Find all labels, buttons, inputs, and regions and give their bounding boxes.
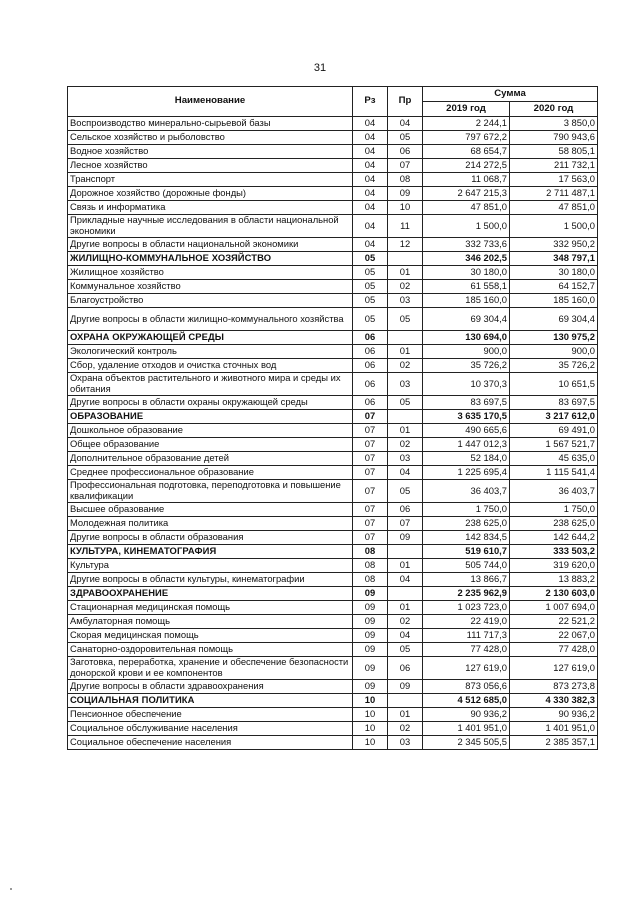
row-2019-cell: 505 744,0 [423, 559, 510, 573]
row-2019-cell: 13 866,7 [423, 573, 510, 587]
row-name-cell: Дошкольное образование [68, 424, 353, 438]
row-rz-cell: 07 [353, 517, 388, 531]
row-pr-cell: 02 [388, 722, 423, 736]
row-rz-cell: 10 [353, 708, 388, 722]
table-row [68, 396, 598, 410]
row-name-cell: Другие вопросы в области охраны окружающей среды [68, 396, 353, 410]
row-2020-cell: 64 152,7 [510, 280, 598, 294]
table-row [68, 531, 598, 545]
row-rz-cell: 06 [353, 331, 388, 345]
row-pr-cell: 07 [388, 159, 423, 173]
row-rz-cell: 10 [353, 694, 388, 708]
row-pr-cell: 01 [388, 601, 423, 615]
row-2020-cell: 83 697,5 [510, 396, 598, 410]
table-row [68, 187, 598, 201]
row-2019-cell: 30 180,0 [423, 266, 510, 280]
row-2020-cell: 127 619,0 [510, 657, 598, 680]
row-2020-cell: 332 950,2 [510, 238, 598, 252]
row-name-cell: Заготовка, переработка, хранение и обеспечение безопасности донорской крови и ее компонентов [68, 657, 353, 680]
row-pr-cell [388, 252, 423, 266]
table-body [68, 117, 598, 750]
row-name-cell: Молодежная политика [68, 517, 353, 531]
row-name-cell: КУЛЬТУРА, КИНЕМАТОГРАФИЯ [68, 545, 353, 559]
table-row [68, 280, 598, 294]
table-row [68, 680, 598, 694]
header-year-2019: 2019 год [423, 102, 510, 117]
header-pr: Пр [388, 87, 423, 117]
row-name-cell: Транспорт [68, 173, 353, 187]
table-row [68, 657, 598, 680]
row-rz-cell: 05 [353, 308, 388, 331]
row-2020-cell: 22 521,2 [510, 615, 598, 629]
row-2019-cell: 2 647 215,3 [423, 187, 510, 201]
row-rz-cell: 10 [353, 722, 388, 736]
table-row [68, 173, 598, 187]
row-rz-cell: 04 [353, 201, 388, 215]
row-rz-cell: 09 [353, 643, 388, 657]
table-row [68, 708, 598, 722]
row-name-cell: Дорожное хозяйство (дорожные фонды) [68, 187, 353, 201]
row-pr-cell: 02 [388, 615, 423, 629]
row-rz-cell: 06 [353, 359, 388, 373]
row-rz-cell: 09 [353, 615, 388, 629]
row-2020-cell: 17 563,0 [510, 173, 598, 187]
row-2020-cell: 3 850,0 [510, 117, 598, 131]
row-name-cell: Стационарная медицинская помощь [68, 601, 353, 615]
row-2020-cell: 1 500,0 [510, 215, 598, 238]
row-rz-cell: 04 [353, 238, 388, 252]
row-2020-cell: 1 750,0 [510, 503, 598, 517]
row-pr-cell: 01 [388, 266, 423, 280]
row-2020-cell: 3 217 612,0 [510, 410, 598, 424]
row-2019-cell: 490 665,6 [423, 424, 510, 438]
row-2019-cell: 47 851,0 [423, 201, 510, 215]
row-pr-cell: 03 [388, 736, 423, 750]
row-2019-cell: 4 512 685,0 [423, 694, 510, 708]
row-2019-cell: 142 834,5 [423, 531, 510, 545]
table-row [68, 736, 598, 750]
row-name-cell: Высшее образование [68, 503, 353, 517]
table-row [68, 373, 598, 396]
row-rz-cell: 04 [353, 145, 388, 159]
row-2020-cell: 30 180,0 [510, 266, 598, 280]
section-row [68, 331, 598, 345]
table-row [68, 424, 598, 438]
table-row [68, 201, 598, 215]
row-pr-cell: 01 [388, 424, 423, 438]
row-2020-cell: 790 943,6 [510, 131, 598, 145]
row-rz-cell: 08 [353, 545, 388, 559]
row-2019-cell: 90 936,2 [423, 708, 510, 722]
row-rz-cell: 07 [353, 424, 388, 438]
row-2020-cell: 142 644,2 [510, 531, 598, 545]
row-2019-cell: 185 160,0 [423, 294, 510, 308]
row-pr-cell: 11 [388, 215, 423, 238]
row-pr-cell: 02 [388, 280, 423, 294]
row-rz-cell: 08 [353, 559, 388, 573]
table-row [68, 559, 598, 573]
row-rz-cell: 09 [353, 657, 388, 680]
row-name-cell: Амбулаторная помощь [68, 615, 353, 629]
row-2020-cell: 348 797,1 [510, 252, 598, 266]
row-2019-cell: 111 717,3 [423, 629, 510, 643]
table-row [68, 503, 598, 517]
row-rz-cell: 04 [353, 215, 388, 238]
row-pr-cell: 01 [388, 708, 423, 722]
row-name-cell: Социальное обеспечение населения [68, 736, 353, 750]
table-row [68, 117, 598, 131]
row-name-cell: Водное хозяйство [68, 145, 353, 159]
row-rz-cell: 07 [353, 438, 388, 452]
row-pr-cell: 03 [388, 452, 423, 466]
section-row [68, 694, 598, 708]
row-2019-cell: 68 654,7 [423, 145, 510, 159]
row-rz-cell: 09 [353, 629, 388, 643]
row-pr-cell: 02 [388, 359, 423, 373]
row-rz-cell: 04 [353, 187, 388, 201]
row-pr-cell: 06 [388, 503, 423, 517]
row-pr-cell: 02 [388, 438, 423, 452]
table-row [68, 615, 598, 629]
row-pr-cell: 05 [388, 396, 423, 410]
row-2020-cell: 77 428,0 [510, 643, 598, 657]
row-2019-cell: 1 750,0 [423, 503, 510, 517]
row-pr-cell: 06 [388, 145, 423, 159]
row-2019-cell: 83 697,5 [423, 396, 510, 410]
row-name-cell: Связь и информатика [68, 201, 353, 215]
row-rz-cell: 09 [353, 680, 388, 694]
row-2019-cell: 11 068,7 [423, 173, 510, 187]
row-pr-cell [388, 694, 423, 708]
row-2020-cell: 22 067,0 [510, 629, 598, 643]
row-rz-cell: 06 [353, 345, 388, 359]
table-row [68, 438, 598, 452]
row-pr-cell: 05 [388, 131, 423, 145]
row-2020-cell: 1 567 521,7 [510, 438, 598, 452]
row-rz-cell: 09 [353, 601, 388, 615]
row-2020-cell: 1 007 694,0 [510, 601, 598, 615]
row-pr-cell: 08 [388, 173, 423, 187]
table-row [68, 466, 598, 480]
row-name-cell: Сельское хозяйство и рыболовство [68, 131, 353, 145]
row-rz-cell: 04 [353, 159, 388, 173]
row-2020-cell: 2 130 603,0 [510, 587, 598, 601]
row-pr-cell: 12 [388, 238, 423, 252]
row-name-cell: Охрана объектов растительного и животного мира и среды их обитания [68, 373, 353, 396]
row-name-cell: Сбор, удаление отходов и очистка сточных вод [68, 359, 353, 373]
row-name-cell: Жилищное хозяйство [68, 266, 353, 280]
row-2019-cell: 1 225 695,4 [423, 466, 510, 480]
row-name-cell: Санаторно-оздоровительная помощь [68, 643, 353, 657]
row-name-cell: Воспроизводство минерально-сырьевой базы [68, 117, 353, 131]
row-pr-cell: 04 [388, 573, 423, 587]
table-row [68, 517, 598, 531]
table-row [68, 452, 598, 466]
row-2019-cell: 346 202,5 [423, 252, 510, 266]
header-sum: Сумма [423, 87, 598, 102]
row-2020-cell: 13 883,2 [510, 573, 598, 587]
row-2019-cell: 1 447 012,3 [423, 438, 510, 452]
row-name-cell: Профессиональная подготовка, переподготовка и повышение квалификации [68, 480, 353, 503]
header-rz: Рз [353, 87, 388, 117]
row-name-cell: Другие вопросы в области культуры, кинематографии [68, 573, 353, 587]
row-2019-cell: 1 401 951,0 [423, 722, 510, 736]
table-row [68, 480, 598, 503]
row-2020-cell: 319 620,0 [510, 559, 598, 573]
table-row [68, 573, 598, 587]
table-row [68, 601, 598, 615]
row-name-cell: Дополнительное образование детей [68, 452, 353, 466]
row-name-cell: ЗДРАВООХРАНЕНИЕ [68, 587, 353, 601]
row-2020-cell: 36 403,7 [510, 480, 598, 503]
row-2019-cell: 2 345 505,5 [423, 736, 510, 750]
row-name-cell: Другие вопросы в области жилищно-коммунального хозяйства [68, 308, 353, 331]
table-row [68, 643, 598, 657]
row-name-cell: Лесное хозяйство [68, 159, 353, 173]
row-pr-cell: 06 [388, 657, 423, 680]
table-row [68, 215, 598, 238]
row-name-cell: Прикладные научные исследования в области национальной экономики [68, 215, 353, 238]
row-pr-cell: 05 [388, 480, 423, 503]
row-pr-cell: 04 [388, 629, 423, 643]
row-pr-cell: 05 [388, 643, 423, 657]
row-2019-cell: 2 235 962,9 [423, 587, 510, 601]
row-2020-cell: 58 805,1 [510, 145, 598, 159]
row-pr-cell: 05 [388, 308, 423, 331]
row-pr-cell: 03 [388, 294, 423, 308]
row-name-cell: ОХРАНА ОКРУЖАЮЩЕЙ СРЕДЫ [68, 331, 353, 345]
row-rz-cell: 04 [353, 117, 388, 131]
section-row [68, 545, 598, 559]
row-2020-cell: 238 625,0 [510, 517, 598, 531]
row-2019-cell: 214 272,5 [423, 159, 510, 173]
section-row [68, 587, 598, 601]
row-2020-cell: 69 304,4 [510, 308, 598, 331]
row-2019-cell: 52 184,0 [423, 452, 510, 466]
row-2019-cell: 69 304,4 [423, 308, 510, 331]
budget-table [67, 86, 598, 750]
row-rz-cell: 09 [353, 587, 388, 601]
row-rz-cell: 08 [353, 573, 388, 587]
row-rz-cell: 10 [353, 736, 388, 750]
table-row [68, 345, 598, 359]
row-name-cell: Другие вопросы в области национальной экономики [68, 238, 353, 252]
header-name: Наименование [68, 87, 353, 117]
row-name-cell: Общее образование [68, 438, 353, 452]
table-row [68, 308, 598, 331]
row-name-cell: Другие вопросы в области образования [68, 531, 353, 545]
row-2019-cell: 238 625,0 [423, 517, 510, 531]
row-rz-cell: 07 [353, 452, 388, 466]
row-name-cell: Экологический контроль [68, 345, 353, 359]
section-row [68, 252, 598, 266]
row-2019-cell: 797 672,2 [423, 131, 510, 145]
row-2020-cell: 211 732,1 [510, 159, 598, 173]
table-row [68, 145, 598, 159]
row-pr-cell: 01 [388, 345, 423, 359]
row-2020-cell: 47 851,0 [510, 201, 598, 215]
row-2019-cell: 77 428,0 [423, 643, 510, 657]
row-name-cell: Благоустройство [68, 294, 353, 308]
row-2019-cell: 1 023 723,0 [423, 601, 510, 615]
row-pr-cell: 07 [388, 517, 423, 531]
row-pr-cell [388, 587, 423, 601]
row-rz-cell: 07 [353, 466, 388, 480]
row-2019-cell: 3 635 170,5 [423, 410, 510, 424]
row-2020-cell: 2 385 357,1 [510, 736, 598, 750]
table-row [68, 266, 598, 280]
row-2020-cell: 2 711 487,1 [510, 187, 598, 201]
row-2020-cell: 10 651,5 [510, 373, 598, 396]
row-name-cell: СОЦИАЛЬНАЯ ПОЛИТИКА [68, 694, 353, 708]
row-2020-cell: 45 635,0 [510, 452, 598, 466]
row-name-cell: Коммунальное хозяйство [68, 280, 353, 294]
row-2020-cell: 4 330 382,3 [510, 694, 598, 708]
row-name-cell: ОБРАЗОВАНИЕ [68, 410, 353, 424]
row-2020-cell: 130 975,2 [510, 331, 598, 345]
row-pr-cell: 04 [388, 117, 423, 131]
row-2019-cell: 873 056,6 [423, 680, 510, 694]
row-rz-cell: 06 [353, 373, 388, 396]
row-rz-cell: 07 [353, 480, 388, 503]
row-pr-cell [388, 410, 423, 424]
row-2019-cell: 61 558,1 [423, 280, 510, 294]
table-row [68, 294, 598, 308]
scan-speck [10, 888, 12, 890]
row-2019-cell: 1 500,0 [423, 215, 510, 238]
table-row [68, 159, 598, 173]
row-2019-cell: 130 694,0 [423, 331, 510, 345]
row-2020-cell: 35 726,2 [510, 359, 598, 373]
row-rz-cell: 05 [353, 280, 388, 294]
header-year-2020: 2020 год [510, 102, 598, 117]
row-pr-cell: 09 [388, 187, 423, 201]
row-rz-cell: 05 [353, 252, 388, 266]
row-2019-cell: 22 419,0 [423, 615, 510, 629]
row-pr-cell: 04 [388, 466, 423, 480]
row-name-cell: Среднее профессиональное образование [68, 466, 353, 480]
row-2020-cell: 185 160,0 [510, 294, 598, 308]
row-pr-cell [388, 331, 423, 345]
row-rz-cell: 06 [353, 396, 388, 410]
page-number: 31 [313, 62, 327, 74]
table-row [68, 722, 598, 736]
row-pr-cell: 09 [388, 680, 423, 694]
row-2019-cell: 519 610,7 [423, 545, 510, 559]
row-rz-cell: 07 [353, 410, 388, 424]
row-2020-cell: 69 491,0 [510, 424, 598, 438]
table-row [68, 359, 598, 373]
row-pr-cell: 03 [388, 373, 423, 396]
row-rz-cell: 05 [353, 294, 388, 308]
row-2019-cell: 127 619,0 [423, 657, 510, 680]
row-pr-cell: 10 [388, 201, 423, 215]
row-2019-cell: 10 370,3 [423, 373, 510, 396]
table-row [68, 238, 598, 252]
row-2020-cell: 90 936,2 [510, 708, 598, 722]
row-2020-cell: 333 503,2 [510, 545, 598, 559]
row-pr-cell [388, 545, 423, 559]
row-pr-cell: 09 [388, 531, 423, 545]
row-2019-cell: 2 244,1 [423, 117, 510, 131]
row-2020-cell: 1 401 951,0 [510, 722, 598, 736]
row-rz-cell: 04 [353, 173, 388, 187]
table-row [68, 131, 598, 145]
row-name-cell: Другие вопросы в области здравоохранения [68, 680, 353, 694]
row-name-cell: Социальное обслуживание населения [68, 722, 353, 736]
table-row [68, 629, 598, 643]
row-name-cell: Пенсионное обеспечение [68, 708, 353, 722]
row-pr-cell: 01 [388, 559, 423, 573]
row-2020-cell: 900,0 [510, 345, 598, 359]
row-name-cell: Скорая медицинская помощь [68, 629, 353, 643]
row-rz-cell: 04 [353, 131, 388, 145]
row-rz-cell: 07 [353, 531, 388, 545]
row-2019-cell: 36 403,7 [423, 480, 510, 503]
section-row [68, 410, 598, 424]
row-rz-cell: 07 [353, 503, 388, 517]
row-2019-cell: 332 733,6 [423, 238, 510, 252]
row-2020-cell: 873 273,8 [510, 680, 598, 694]
row-2019-cell: 900,0 [423, 345, 510, 359]
row-name-cell: Культура [68, 559, 353, 573]
row-2020-cell: 1 115 541,4 [510, 466, 598, 480]
row-rz-cell: 05 [353, 266, 388, 280]
row-name-cell: ЖИЛИЩНО-КОММУНАЛЬНОЕ ХОЗЯЙСТВО [68, 252, 353, 266]
row-2019-cell: 35 726,2 [423, 359, 510, 373]
